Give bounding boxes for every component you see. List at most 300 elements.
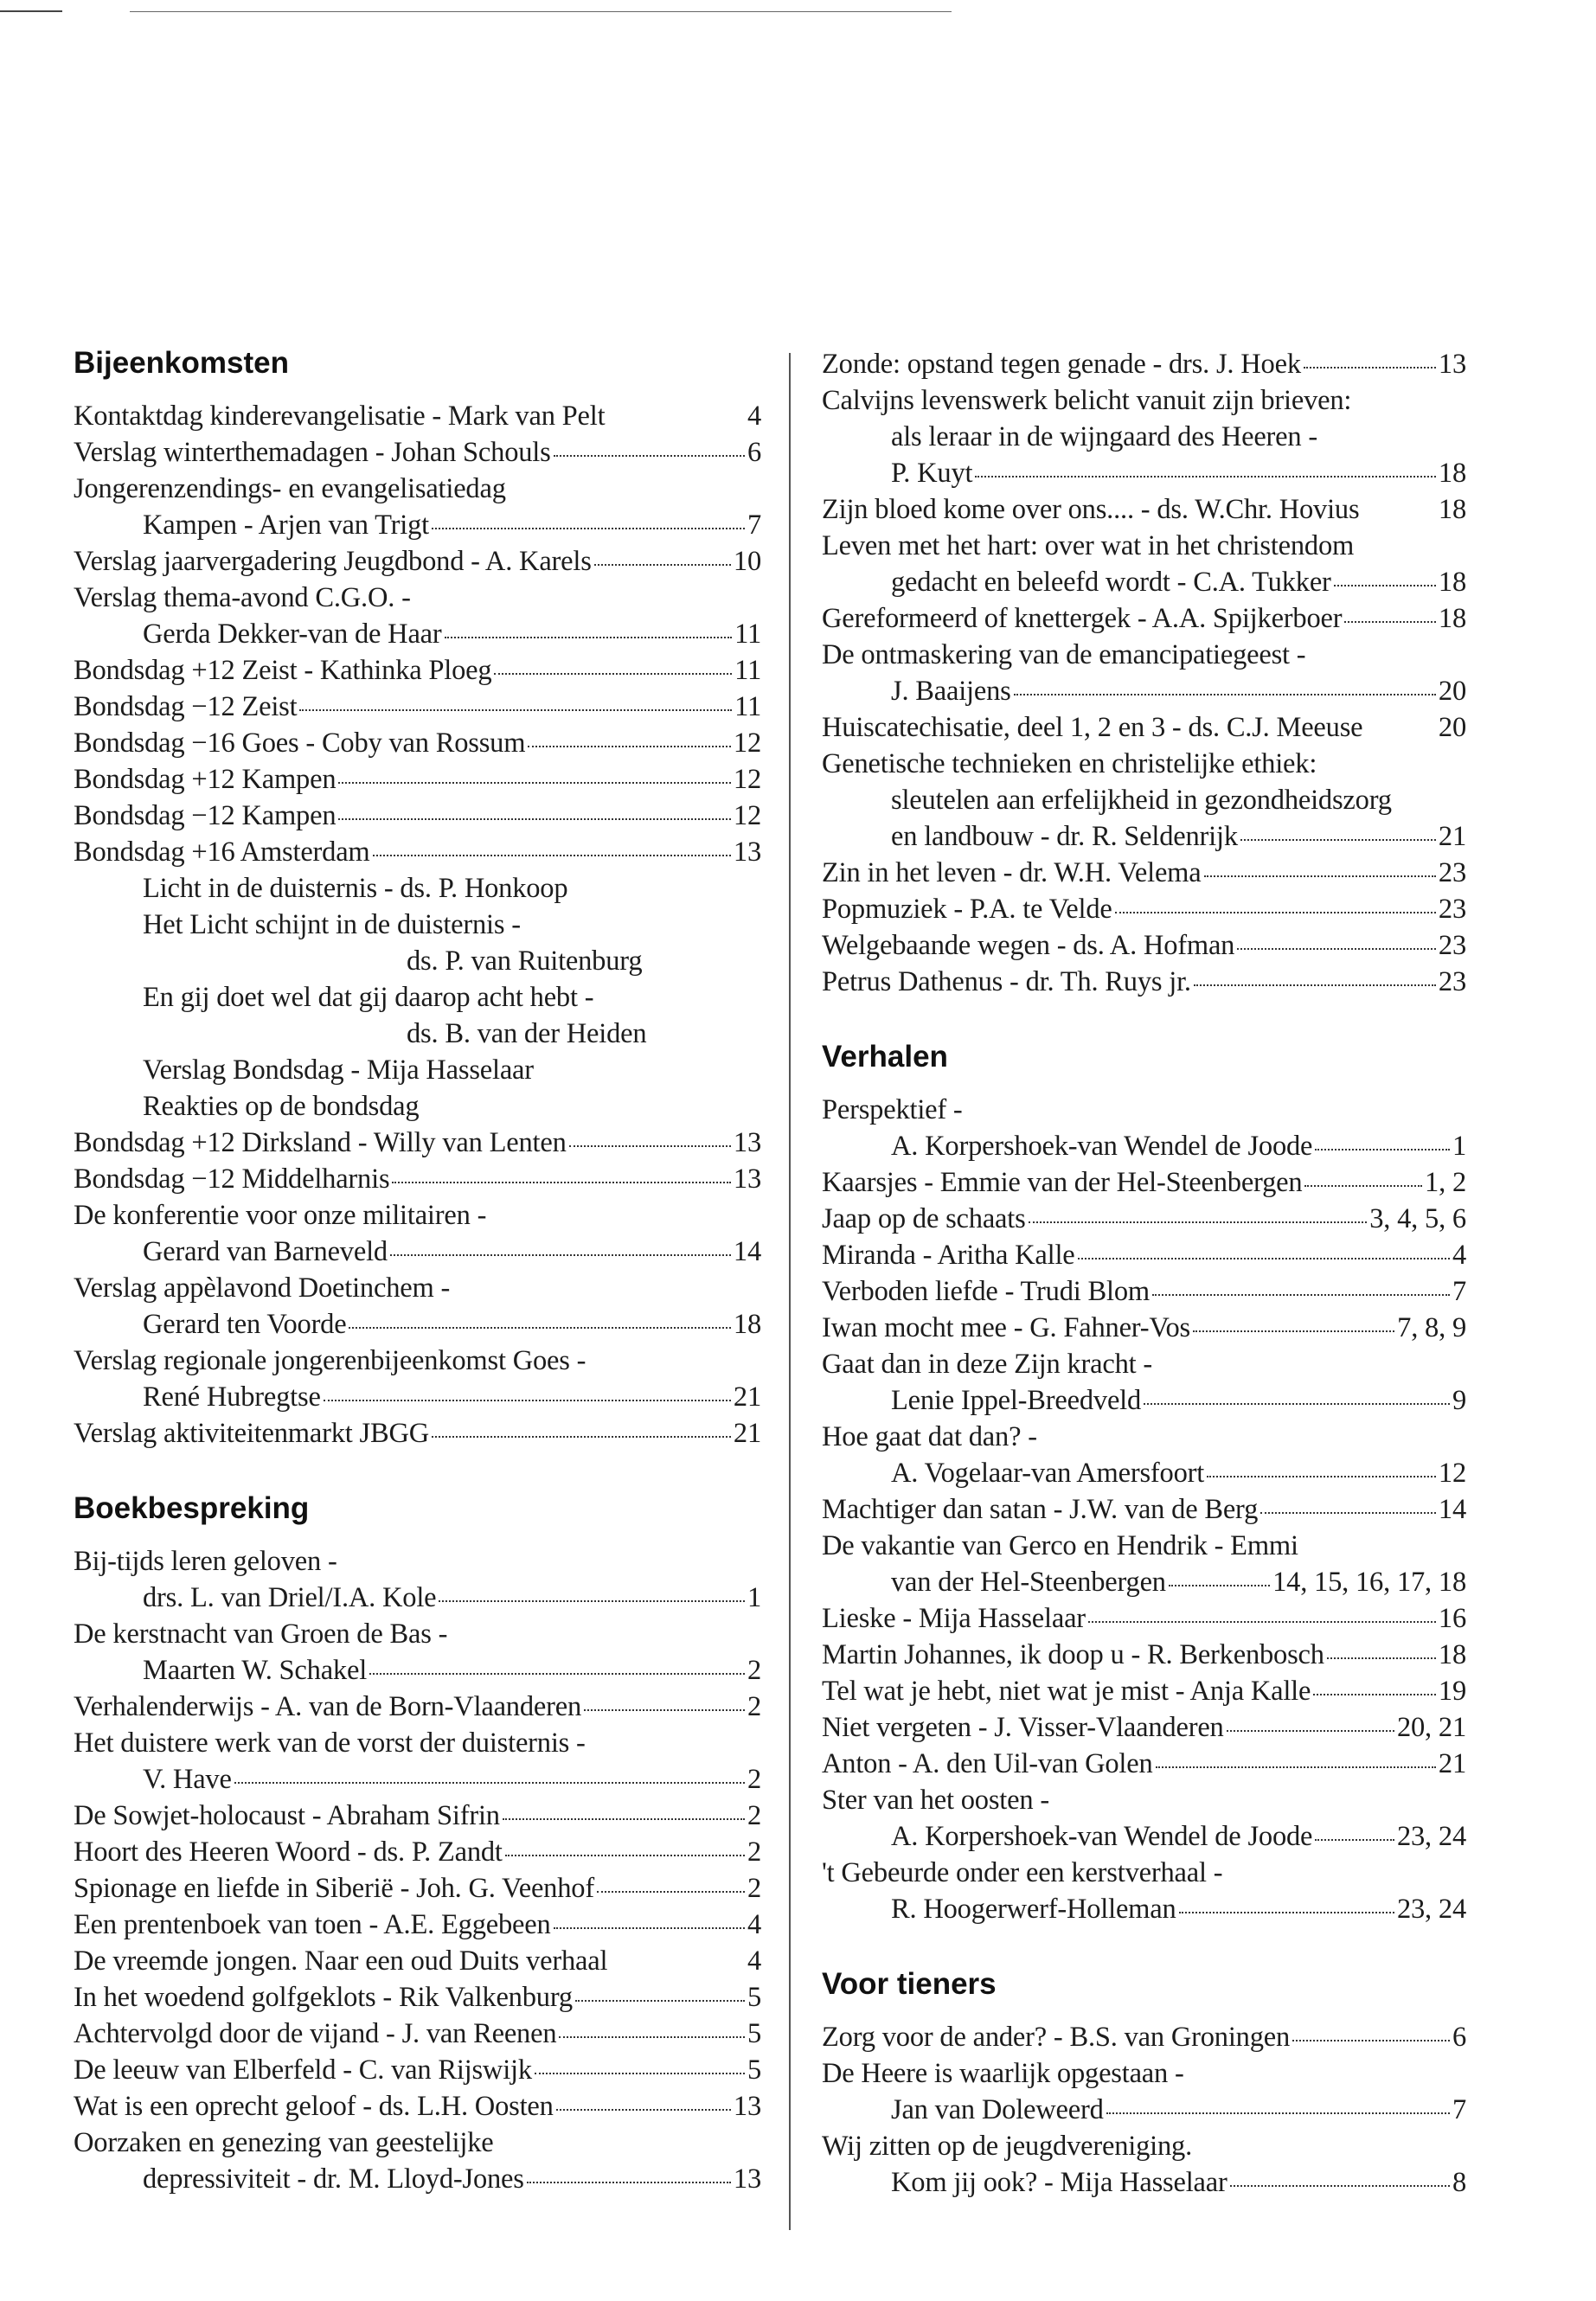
top-rule-left [0, 10, 62, 12]
toc-entry-line [822, 818, 1466, 855]
page-number: 6 [747, 437, 761, 468]
toc-entry [822, 1419, 1466, 1491]
page-number: 8 [1452, 2167, 1466, 2198]
toc-entry-title: R. Hoogerwerf-Holleman [891, 1894, 1176, 1925]
toc-entry-line [822, 1528, 1466, 1564]
toc-entry-line [822, 1818, 1466, 1855]
toc-entry [74, 1907, 761, 1943]
toc-entry [822, 2055, 1466, 2128]
page-number: 4 [747, 401, 761, 432]
page-number: 21 [733, 1381, 761, 1413]
page-number: 7 [1452, 1276, 1466, 1307]
toc-entry-title: Ster van het oosten - [822, 1785, 1049, 1816]
toc-entry-line [74, 1379, 761, 1415]
toc-entry-line [74, 1088, 761, 1125]
dot-leader [1014, 694, 1436, 695]
dot-leader [597, 1891, 745, 1893]
dot-leader [535, 2073, 745, 2074]
toc-entry-line [822, 855, 1466, 891]
page-number: 11 [734, 619, 761, 650]
toc-entry-title: Huiscatechisatie, deel 1, 2 en 3 - ds. C.J. Meeuse [822, 712, 1363, 743]
toc-entry-title: Wat is een oprecht geloof - ds. L.H. Oosten [74, 2091, 554, 2122]
toc-entry-title: Bij-tijds leren geloven - [74, 1546, 337, 1577]
toc-entry-line [822, 1782, 1466, 1818]
dot-leader [584, 1709, 745, 1711]
toc-entry [822, 637, 1466, 709]
page-number: 14, 15, 16, 17, 18 [1272, 1567, 1466, 1598]
section-title-voor-tieners: Voor tieners [822, 1967, 997, 2001]
dot-leader [1344, 621, 1436, 623]
toc-entry [74, 1798, 761, 1834]
toc-entry [74, 1343, 761, 1415]
toc-entry [74, 471, 761, 543]
toc-entry-title: Popmuziek - P.A. te Velde [822, 894, 1112, 925]
dot-leader [503, 1818, 745, 1820]
toc-entry-title: Gaat dan in deze Zijn kracht - [822, 1349, 1153, 1380]
dot-leader [392, 1182, 731, 1183]
toc-entry [822, 1600, 1466, 1637]
page-number: 19 [1438, 1676, 1466, 1707]
toc-entry [822, 1201, 1466, 1237]
toc-entry-line [74, 943, 761, 979]
toc-entry-title: Verslag thema-avond C.G.O. - [74, 582, 411, 613]
toc-entry-line [74, 1580, 761, 1616]
toc-entry-title: Kom jij ook? - Mija Hasselaar [891, 2167, 1227, 2198]
dot-leader [1315, 1839, 1394, 1841]
toc-entry-line [74, 725, 761, 761]
toc-entry-title: Bondsdag +12 Kampen [74, 764, 337, 795]
toc-entry-line [74, 834, 761, 870]
toc-entry-line [822, 673, 1466, 709]
toc-entry-line [74, 398, 761, 434]
top-rule-right [130, 11, 952, 12]
toc-entry [74, 1270, 761, 1343]
toc-entry-title: Hoe gaat dat dan? - [822, 1421, 1037, 1452]
dot-leader [594, 564, 731, 566]
toc-entry [822, 491, 1466, 528]
dot-leader [439, 1600, 745, 1602]
page-number: 12 [733, 727, 761, 759]
toc-entry [822, 1346, 1466, 1419]
page-number: 2 [747, 1691, 761, 1722]
toc-entry [822, 1237, 1466, 1273]
toc-entry-line [822, 528, 1466, 564]
dot-leader [1315, 1149, 1450, 1150]
toc-entry-title: gedacht en beleefd wordt - C.A. Tukker [891, 567, 1331, 598]
toc-entry-line [74, 1052, 761, 1088]
dot-leader [1227, 1730, 1394, 1732]
dot-leader [1152, 1294, 1450, 1296]
toc-entry-title: Bondsdag +12 Zeist - Kathinka Ploeg [74, 655, 492, 686]
toc-entry-title: De ontmaskering van de emancipatiegeest - [822, 639, 1306, 670]
toc-entry-line [74, 2125, 761, 2161]
page-number: 7 [747, 510, 761, 541]
page-number: 5 [747, 2018, 761, 2049]
page-number: 14 [1438, 1494, 1466, 1525]
toc-entry-line [74, 761, 761, 798]
toc-entry-title: Verboden liefde - Trudi Blom [822, 1276, 1150, 1307]
page-number: 21 [733, 1418, 761, 1449]
toc-entry-line [822, 1746, 1466, 1782]
dot-leader [505, 1855, 745, 1856]
page-number: 1 [1452, 1131, 1466, 1162]
page-number: 23 [1438, 966, 1466, 997]
dot-leader [1237, 948, 1436, 950]
toc-entry-line [822, 419, 1466, 455]
toc-entry-line [822, 1310, 1466, 1346]
toc-entry-line [822, 637, 1466, 673]
toc-entry [822, 2019, 1466, 2055]
dot-leader [554, 1927, 745, 1929]
toc-entry [74, 689, 761, 725]
toc-entry-title: Jaap op de schaats [822, 1203, 1026, 1234]
page-number: 11 [734, 691, 761, 722]
toc-entry [74, 1197, 761, 1270]
toc-entry-title: En gij doet wel dat gij daarop acht hebt - [143, 982, 594, 1013]
section-title-verhalen: Verhalen [822, 1040, 948, 1074]
toc-entry [74, 1052, 761, 1088]
page-number: 18 [1438, 1639, 1466, 1670]
page-number: 12 [1438, 1458, 1466, 1489]
toc-entry-title: Zin in het leven - dr. W.H. Velema [822, 857, 1202, 888]
dot-leader [1156, 1766, 1436, 1768]
toc-entry [822, 709, 1466, 746]
toc-entry-title: Verslag aktiviteitenmarkt JBGG [74, 1418, 429, 1449]
toc-entry [74, 907, 761, 979]
page-number: 4 [747, 1909, 761, 1940]
dot-leader [975, 476, 1436, 478]
dot-leader [338, 782, 731, 784]
toc-entry-line [74, 870, 761, 907]
toc-entry-title: Leven met het hart: over wat in het christendom [822, 530, 1355, 561]
toc-entry-title: A. Korpershoek-van Wendel de Joode [891, 1131, 1313, 1162]
page-number: 13 [733, 836, 761, 868]
toc-entry-line [822, 1600, 1466, 1637]
toc-entry-line [822, 709, 1466, 746]
toc-entry-line [74, 907, 761, 943]
dot-leader [528, 746, 731, 747]
page-number: 13 [733, 2163, 761, 2195]
dot-leader [349, 1327, 730, 1329]
dot-leader [527, 2182, 731, 2183]
page-number: 23 [1438, 930, 1466, 961]
toc-entry [822, 1673, 1466, 1709]
toc-entry [822, 927, 1466, 964]
toc-entry-line [822, 1382, 1466, 1419]
dot-leader [1088, 1621, 1436, 1623]
toc-entry-line [74, 1270, 761, 1306]
toc-entry-title: Bondsdag −12 Middelharnis [74, 1163, 390, 1195]
toc-entry-title: Zonde: opstand tegen genade - drs. J. Hoek [822, 349, 1301, 380]
toc-entry-title: depressiviteit - dr. M. Lloyd-Jones [143, 2163, 524, 2195]
toc-entry-line [74, 2016, 761, 2052]
toc-entry-title: Verslag regionale jongerenbijeenkomst Goes - [74, 1345, 586, 1376]
page-number: 23 [1438, 857, 1466, 888]
dot-leader [1207, 1476, 1436, 1477]
page-number: 5 [747, 2054, 761, 2086]
page-number: 21 [1438, 821, 1466, 852]
toc-entry [74, 1834, 761, 1870]
toc-entry-line [822, 1346, 1466, 1382]
toc-entry-title: Lenie Ippel-Breedveld [891, 1385, 1142, 1416]
toc-entry-title: Machtiger dan satan - J.W. van de Berg [822, 1494, 1259, 1525]
toc-entry-line [74, 1234, 761, 1270]
toc-entry [822, 1855, 1466, 1927]
toc-entry-title: Verslag appèlavond Doetinchem - [74, 1272, 451, 1304]
toc-entry [74, 761, 761, 798]
toc-entry-title: Achtervolgd door de vijand - J. van Reenen [74, 2018, 557, 2049]
toc-entry-title: 't Gebeurde onder een kerstverhaal - [822, 1857, 1223, 1888]
list-verhalen [822, 1092, 1466, 1927]
toc-entry-title: ds. B. van der Heiden [407, 1018, 647, 1049]
toc-entry [822, 855, 1466, 891]
dot-leader [234, 1782, 745, 1784]
toc-entry-line [74, 2052, 761, 2088]
list-boekbespreking [74, 1543, 761, 2197]
page-number: 5 [747, 1982, 761, 2013]
page-number: 2 [747, 1836, 761, 1868]
toc-entry-title: Bondsdag +16 Amsterdam [74, 836, 370, 868]
toc-entry [74, 1689, 761, 1725]
page-number: 7 [1452, 2094, 1466, 2125]
toc-entry-title: De Heere is waarlijk opgestaan - [822, 2058, 1184, 2089]
toc-entry-line [74, 1306, 761, 1343]
page-number: 23 [1438, 894, 1466, 925]
toc-entry-title: A. Korpershoek-van Wendel de Joode [891, 1821, 1313, 1852]
page-number: 1, 2 [1425, 1167, 1466, 1198]
toc-entry-title: In het woedend golfgeklots - Rik Valkenburg [74, 1982, 573, 2013]
toc-entry-line [822, 1564, 1466, 1600]
toc-entry [822, 600, 1466, 637]
page-number: 2 [747, 1800, 761, 1831]
toc-entry-title: Een prentenboek van toen - A.E. Eggebeen [74, 1909, 551, 1940]
page-number: 10 [733, 546, 761, 577]
toc-entry-title: Het Licht schijnt in de duisternis - [143, 909, 521, 940]
dot-leader [1304, 367, 1436, 369]
dot-leader [556, 2109, 731, 2111]
toc-entry-title: Bondsdag +12 Dirksland - Willy van Lenten [74, 1127, 567, 1158]
toc-entry-line [822, 891, 1466, 927]
page-number: 12 [733, 764, 761, 795]
toc-entry-title: sleutelen aan erfelijkheid in gezondheidszorg [891, 785, 1392, 816]
toc-entry-line [74, 543, 761, 580]
toc-entry-line [74, 1616, 761, 1652]
toc-entry-title: Verslag Bondsdag - Mija Hasselaar [143, 1054, 534, 1086]
dot-leader [1144, 1403, 1450, 1405]
toc-entry [74, 652, 761, 689]
toc-entry-line [822, 382, 1466, 419]
column-divider [789, 353, 791, 2230]
toc-entry-title: Verslag jaarvergadering Jeugdbond - A. Karels [74, 546, 592, 577]
toc-entry-line [822, 1273, 1466, 1310]
page-number: 3, 4, 5, 6 [1369, 1203, 1466, 1234]
toc-entry [822, 891, 1466, 927]
toc-entry-line [822, 1491, 1466, 1528]
toc-entry-line [74, 689, 761, 725]
toc-entry [74, 398, 761, 434]
toc-entry-title: Welgebaande wegen - ds. A. Hofman [822, 930, 1235, 961]
toc-entry-title: Calvijns levenswerk belicht vanuit zijn brieven: [822, 385, 1352, 416]
dot-leader [569, 1145, 731, 1147]
page-number: 18 [1438, 458, 1466, 489]
toc-entry-line [822, 1419, 1466, 1455]
dot-leader [1193, 1330, 1394, 1332]
toc-entry-line [822, 1201, 1466, 1237]
toc-entry-title: Zijn bloed kome over ons.... - ds. W.Chr. Hovius [822, 494, 1360, 525]
toc-entry [822, 2128, 1466, 2201]
dot-leader [369, 1673, 745, 1675]
dot-leader [494, 673, 732, 675]
toc-entry-title: De vreemde jongen. Naar een oud Duits verhaal [74, 1945, 608, 1977]
toc-entry-title: Maarten W. Schakel [143, 1655, 368, 1686]
toc-entry-line [74, 1834, 761, 1870]
page-number: 18 [1438, 603, 1466, 634]
toc-entry-title: De Sowjet-holocaust - Abraham Sifrin [74, 1800, 500, 1831]
toc-entry-line [74, 1197, 761, 1234]
toc-entry-line [74, 1761, 761, 1798]
page-number: 18 [1438, 494, 1466, 525]
toc-entry-line [822, 1092, 1466, 1128]
toc-entry-title: P. Kuyt [891, 458, 973, 489]
toc-entry [822, 346, 1466, 382]
dot-leader [1029, 1221, 1368, 1223]
toc-entry-line [74, 2161, 761, 2197]
toc-entry [74, 1088, 761, 1125]
dot-leader [1327, 1657, 1436, 1659]
dot-leader [1179, 1912, 1394, 1913]
toc-entry-title: Oorzaken en genezing van geestelijke [74, 2127, 494, 2158]
toc-entry-line [74, 1125, 761, 1161]
dot-leader [1169, 1585, 1270, 1586]
toc-entry-line [822, 600, 1466, 637]
dot-leader [1230, 2185, 1450, 2187]
toc-entry-line [74, 2088, 761, 2125]
toc-entry [74, 870, 761, 907]
toc-entry-title: De leeuw van Elberfeld - C. van Rijswijk [74, 2054, 532, 2086]
dot-leader [338, 818, 731, 820]
toc-entry-title: Genetische technieken en christelijke ethiek: [822, 748, 1317, 779]
toc-entry [74, 1125, 761, 1161]
dot-leader [1292, 2040, 1450, 2041]
toc-entry-title: Miranda - Aritha Kalle [822, 1240, 1075, 1271]
toc-entry-title: Kampen - Arjen van Trigt [143, 510, 430, 541]
toc-entry-title: Tel wat je hebt, niet wat je mist - Anja Kalle [822, 1676, 1311, 1707]
page-number: 11 [734, 655, 761, 686]
toc-entry-line [74, 1907, 761, 1943]
dot-leader [554, 455, 745, 457]
toc-entry-title: drs. L. van Driel/I.A. Kole [143, 1582, 437, 1613]
toc-entry [822, 382, 1466, 491]
toc-entry [74, 1161, 761, 1197]
page-number: 9 [1452, 1385, 1466, 1416]
toc-entry-title: Niet vergeten - J. Visser-Vlaanderen [822, 1712, 1224, 1743]
page-number: 23, 24 [1396, 1894, 1466, 1925]
toc-entry-title: Perspektief - [822, 1094, 963, 1125]
page-number: 20, 21 [1396, 1712, 1466, 1743]
toc-entry [822, 1092, 1466, 1164]
dot-leader [575, 2000, 745, 2002]
toc-entry [74, 2052, 761, 2088]
toc-entry-title: Verhalenderwijs - A. van de Born-Vlaanderen [74, 1691, 582, 1722]
toc-entry-title: Hoort des Heeren Woord - ds. P. Zandt [74, 1836, 503, 1868]
toc-entry [74, 580, 761, 652]
toc-entry [74, 798, 761, 834]
toc-entry-title: Het duistere werk van de vorst der duisternis - [74, 1727, 586, 1759]
toc-entry [74, 434, 761, 471]
toc-entry-line [74, 1943, 761, 1979]
toc-entry-title: V. Have [143, 1764, 232, 1795]
dot-leader [432, 528, 745, 529]
toc-entry-title: Bondsdag −12 Kampen [74, 800, 337, 831]
toc-entry-title: Anton - A. den Uil-van Golen [822, 1748, 1153, 1779]
toc-entry [74, 2088, 761, 2125]
toc-entry [822, 1164, 1466, 1201]
list-voor-tieners [822, 2019, 1466, 2201]
toc-entry-line [74, 1415, 761, 1452]
toc-entry-line [74, 580, 761, 616]
page-number: 2 [747, 1873, 761, 1904]
toc-entry-line [822, 564, 1466, 600]
toc-entry [822, 1310, 1466, 1346]
toc-entry-line [74, 1161, 761, 1197]
toc-entry-line [74, 1798, 761, 1834]
toc-entry [74, 2125, 761, 2197]
toc-entry [74, 1415, 761, 1452]
toc-entry-title: Kaarsjes - Emmie van der Hel-Steenbergen [822, 1167, 1303, 1198]
toc-entry-line [74, 1979, 761, 2016]
toc-entry [822, 1637, 1466, 1673]
list-bijeenkomsten [74, 398, 761, 1452]
toc-entry [822, 1491, 1466, 1528]
toc-entry-line [822, 2128, 1466, 2164]
toc-entry [74, 1943, 761, 1979]
toc-entry-title: René Hubregtse [143, 1381, 321, 1413]
toc-entry-line [74, 1725, 761, 1761]
toc-entry-line [822, 1673, 1466, 1709]
toc-entry-line [822, 1709, 1466, 1746]
toc-entry-title: en landbouw - dr. R. Seldenrijk [891, 821, 1238, 852]
toc-entry-title: Reakties op de bondsdag [143, 1091, 420, 1122]
dot-leader [1194, 984, 1436, 986]
toc-entry-line [822, 1637, 1466, 1673]
toc-entry-title: Gerda Dekker-van de Haar [143, 619, 442, 650]
toc-entry-line [74, 471, 761, 507]
toc-entry [822, 1273, 1466, 1310]
toc-entry-title: Martin Johannes, ik doop u - R. Berkenbosch [822, 1639, 1324, 1670]
toc-entry-line [74, 507, 761, 543]
toc-entry-title: Gereformeerd of knettergek - A.A. Spijkerboer [822, 603, 1343, 634]
toc-entry-title: Spionage en liefde in Siberië - Joh. G. Veenhof [74, 1873, 594, 1904]
toc-entry [74, 1725, 761, 1798]
section-title-boekbespreking: Boekbespreking [74, 1491, 310, 1525]
toc-entry-line [822, 746, 1466, 782]
toc-entry-line [822, 2019, 1466, 2055]
toc-entry-line [74, 1016, 761, 1052]
dot-leader [1334, 585, 1436, 586]
page-number: 7, 8, 9 [1397, 1312, 1466, 1343]
dot-leader [445, 637, 733, 638]
page-number: 20 [1438, 676, 1466, 707]
toc-entry-line [822, 1855, 1466, 1891]
page-number: 14 [733, 1236, 761, 1267]
toc-entry [74, 979, 761, 1052]
toc-entry [74, 834, 761, 870]
toc-entry-line [822, 1128, 1466, 1164]
dot-leader [432, 1436, 731, 1438]
toc-entry-title: Petrus Dathenus - dr. Th. Ruys jr. [822, 966, 1191, 997]
page-number: 4 [1452, 1240, 1466, 1271]
dot-leader [559, 2036, 745, 2038]
